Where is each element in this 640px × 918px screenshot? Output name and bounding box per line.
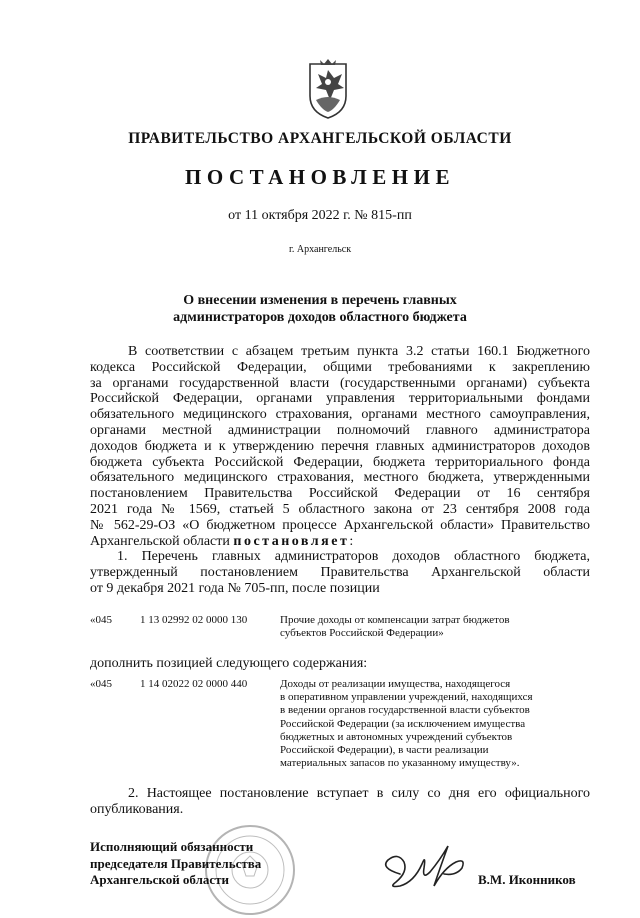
handwritten-signature-icon [370, 838, 480, 893]
decision-word: постановляет [233, 533, 350, 549]
text-fragment: Архангельской области [90, 533, 230, 549]
signer-name: В.М. Иконников [478, 872, 576, 887]
budget-position-new [90, 678, 590, 778]
text-fragment: : [349, 533, 354, 549]
item2-line: опубликования. [90, 801, 184, 817]
text-line: обязательного медицинского страхования, местного бюджета, утвержденными [90, 470, 590, 486]
position-admin-code: «045 [90, 678, 112, 690]
signatory-title-line: председателя Правительства [90, 855, 262, 871]
position-description [280, 614, 580, 640]
text-line: Российской Федерации, органами управления территориальными фондами [90, 391, 590, 407]
text-line: № 562-29-ОЗ «О бюджетном процессе Архангельской области» Правительство [90, 517, 590, 533]
text-line: 2021 года № 1569, статьей 5 областного закона от 23 сентября 2008 года [90, 501, 590, 517]
coat-of-arms-icon [300, 58, 356, 120]
position-description [280, 678, 580, 770]
signatory-title-line: Исполняющий обязанности [90, 839, 254, 854]
description-line: материальных запасов по указанному имуществу». [280, 757, 520, 770]
budget-position-existing [90, 614, 590, 642]
signatory-title-line: Архангельской области [90, 872, 230, 887]
description-line: бюджетных и автономных учреждений субъектов [280, 730, 513, 743]
text-line-decision [90, 534, 590, 550]
add-position-text: дополнить позицией следующего содержания: [90, 656, 368, 671]
item1-line: от 9 декабря 2021 года № 705-пп, после позиции [90, 580, 380, 596]
position-kbk-code: 1 13 02992 02 0000 130 [140, 614, 248, 626]
text-line: органами местной администрации полномочий главного администратора [90, 422, 590, 438]
text-line: В соответствии с абзацем третьим пункта 3.2 статьи 160.1 Бюджетного [128, 344, 590, 359]
text-line: доходов бюджета и к утверждению перечня главных администраторов доходов [90, 438, 590, 454]
description-line: Доходы от реализации имущества, находящегося [280, 678, 511, 690]
description-line: субъектов Российской Федерации» [280, 627, 444, 640]
document-date-number: от 11 октября 2022 г. № 815-пп [228, 208, 412, 223]
text-line: кодекса Российской Федерации, общими требованиями к закреплению [90, 359, 590, 375]
item2-paragraph [90, 786, 590, 818]
text-line: постановлением Правительства Российской Федерации от 16 сентября [90, 486, 590, 502]
text-line: обязательного медицинского страхования, органами местного самоуправления, [90, 407, 590, 423]
preamble-paragraph [90, 344, 590, 597]
description-line: в оперативном управлении учреждений, находящихся [280, 691, 533, 704]
document-subject [0, 292, 640, 326]
item2-line: 2. Настоящее постановление вступает в силу со дня его официального [128, 786, 590, 801]
document-city: г. Архангельск [288, 244, 352, 255]
subject-line: администраторов доходов областного бюджета [173, 310, 467, 325]
description-line: Российской Федерации (за исключением имущества [280, 717, 526, 730]
position-admin-code: «045 [90, 614, 112, 626]
government-name: ПРАВИТЕЛЬСТВО АРХАНГЕЛЬСКОЙ ОБЛАСТИ [128, 130, 512, 147]
signatory-title [90, 839, 261, 889]
item1-line: 1. Перечень главных администраторов доходов областного бюджета, [117, 549, 590, 565]
position-kbk-code: 1 14 02022 02 0000 440 [140, 678, 248, 690]
description-line: Прочие доходы от компенсации затрат бюджетов [280, 614, 510, 626]
description-line: в ведении органов государственной власти субъектов [280, 704, 530, 717]
subject-line: О внесении изменения в перечень главных [183, 293, 457, 308]
text-line: за органами государственной власти (государственными органами) субъекта [90, 375, 590, 391]
item1-line: утвержденный постановлением Правительства Архангельской области [90, 565, 590, 581]
text-line: бюджета субъекта Российской Федерации, бюджета территориального фонда [90, 454, 590, 470]
document-type: ПОСТАНОВЛЕНИЕ [185, 165, 455, 189]
description-line: Российской Федерации), в части реализации [280, 743, 489, 756]
